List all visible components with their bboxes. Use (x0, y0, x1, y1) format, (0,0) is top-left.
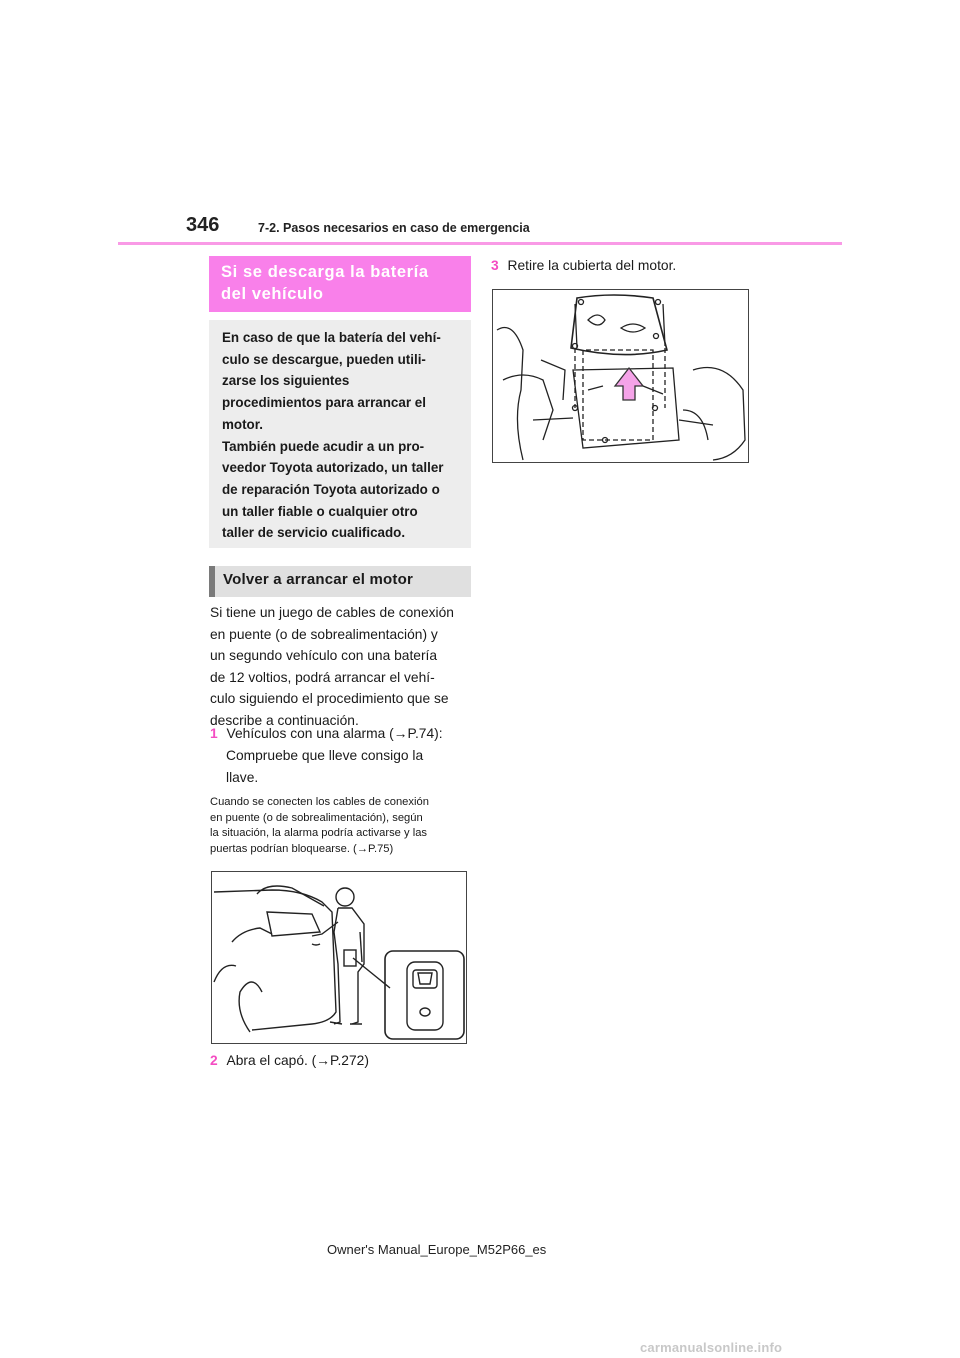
body-line: un segundo vehículo con una batería (210, 648, 438, 663)
note-line: Cuando se conecten los cables de conexión (210, 796, 429, 808)
section-heading-battery (209, 256, 471, 312)
section-heading-restart (209, 566, 471, 597)
step-1 (210, 723, 443, 745)
step-text: Retire la cubierta del motor. (507, 258, 677, 273)
engine-cover-drawing (493, 290, 748, 462)
intro-line: En caso de que la batería del vehí- (222, 330, 441, 345)
intro-line: de reparación Toyota autorizado o (222, 481, 440, 497)
step-detail-line: llave. (226, 769, 259, 785)
body-line: Si tiene un juego de cables de conexión (210, 605, 454, 620)
heading-text: Volver a arrancar el motor (223, 571, 414, 588)
note-line: la situación, la alarma podría activarse y las (210, 827, 428, 839)
heading-line: del vehículo (221, 285, 324, 303)
step-text: Vehículos con una alarma (→P.74): (226, 726, 443, 741)
step-3 (491, 255, 676, 277)
body-paragraph (210, 602, 454, 731)
step-number: 1 (210, 726, 218, 741)
intro-line: También puede acudir a un pro- (222, 438, 425, 454)
intro-line: taller de servicio cualificado. (222, 525, 406, 541)
step-1-detail (226, 745, 423, 788)
intro-line: motor. (222, 416, 263, 432)
step-text: Abra el capó. (→P.272) (226, 1053, 369, 1068)
note (210, 795, 429, 857)
heading-line: Si se descarga la batería (221, 263, 429, 281)
step-number: 2 (210, 1053, 218, 1068)
footer-document-id: Owner's Manual_Europe_M52P66_es (327, 1242, 547, 1257)
watermark-link[interactable]: carmanualsonline.info (640, 1340, 783, 1355)
step-number: 3 (491, 258, 499, 273)
body-line: culo siguiendo el procedimiento que se (210, 691, 449, 706)
intro-line: procedimientos para arrancar el (222, 395, 426, 411)
step-detail-line: Compruebe que lleve consigo la (226, 748, 424, 763)
section-title: 7-2. Pasos necesarios en caso de emergencia (258, 221, 530, 235)
intro-line: veedor Toyota autorizado, un taller (222, 460, 444, 476)
page-number: 346 (186, 214, 220, 236)
note-line: en puente (o de sobrealimentación), según (210, 811, 423, 824)
body-line: describe a continuación. (210, 712, 359, 728)
intro-box (209, 320, 471, 548)
illustration-engine-cover (492, 289, 749, 463)
heading-bar (209, 566, 215, 597)
note-line: puertas podrían bloquearse. (→P.75) (210, 842, 394, 855)
step-2 (210, 1050, 369, 1072)
car-person-key-drawing (212, 872, 466, 1043)
intro-line: zarse los siguientes (222, 373, 350, 389)
illustration-person-with-key (211, 871, 467, 1044)
body-line: en puente (o de sobrealimentación) y (210, 626, 438, 642)
intro-line: culo se descargue, pueden utili- (222, 351, 426, 367)
body-line: de 12 voltios, podrá arrancar el vehí- (210, 669, 435, 685)
header-rule (118, 242, 842, 245)
intro-line: un taller fiable o cualquier otro (222, 503, 418, 519)
